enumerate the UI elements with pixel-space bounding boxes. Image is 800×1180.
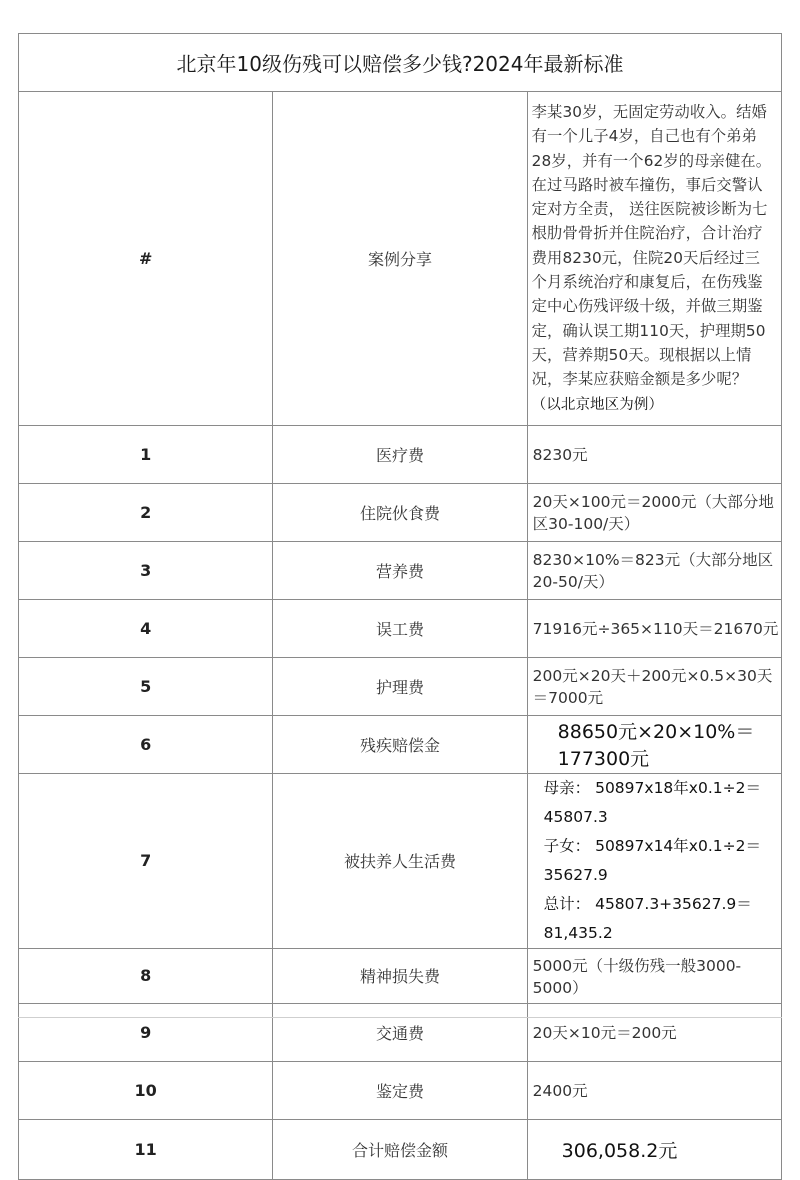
detail-line-child: 子女： 50897x14年x0.1÷2＝35627.9 [543,836,761,884]
table-row [19,425,782,483]
row-item: 被扶养人生活费 [273,773,527,948]
case-description [527,92,781,426]
row-detail: 2400元 [527,1061,781,1119]
table-row [19,657,782,715]
case-note: （以北京地区为例） [531,396,664,413]
row-number: 3 [19,541,273,599]
row-item: 医疗费 [273,425,527,483]
table-row-total [19,1119,782,1179]
table-row [19,715,782,773]
table-title: 北京年10级伤残可以赔偿多少钱?2024年最新标准 [19,34,782,92]
row-item: 精神损失费 [273,948,527,1003]
row-number: 11 [19,1119,273,1179]
row-detail: 20天×10元＝200元 [527,1003,781,1061]
table-row [19,948,782,1003]
row-detail: 5000元（十级伤残一般3000-5000） [527,948,781,1003]
row-number: 5 [19,657,273,715]
table-row [19,599,782,657]
table-row [19,1061,782,1119]
row-detail: 88650元×20×10%＝177300元 [527,715,781,773]
row-item: 交通费 [273,1003,527,1061]
row-item: 残疾赔偿金 [273,715,527,773]
row-detail: 200元×20天＋200元×0.5×30天＝7000元 [527,657,781,715]
detail-line-total: 总计： 45807.3+35627.9＝81,435.2 [543,894,752,942]
row-number: 9 [19,1003,273,1061]
row-item: 鉴定费 [273,1061,527,1119]
table-row [19,483,782,541]
row-detail: 71916元÷365×110天＝21670元 [527,599,781,657]
row-number: 2 [19,483,273,541]
row-number: 4 [19,599,273,657]
table-row-case [19,92,782,426]
row-item: 误工费 [273,599,527,657]
row-detail: 8230×10%＝823元（大部分地区20-50/天） [527,541,781,599]
row-detail: 20天×100元＝2000元（大部分地区30-100/天） [527,483,781,541]
header-case-label: 案例分享 [273,92,527,426]
total-amount: 306,058.2元 [527,1119,781,1179]
row-number: 8 [19,948,273,1003]
row-detail-multi [527,773,781,948]
row-item: 住院伙食费 [273,483,527,541]
compensation-table [18,33,782,1180]
row-detail: 8230元 [527,425,781,483]
row-number: 1 [19,425,273,483]
bottom-divider [18,1017,782,1018]
compensation-table-wrapper [18,33,782,1180]
row-item: 合计赔偿金额 [273,1119,527,1179]
row-item: 营养费 [273,541,527,599]
table-row [19,773,782,948]
case-text: 李某30岁，无固定劳动收入。结婚有一个儿子4岁，自己也有个弟弟28岁，并有一个62岁的母亲健在。在过马路时被车撞伤，事后交警认定对方全责， 送往医院被诊断为七根肋骨骨折并住院治疗，合计治疗费用8230元，住院20天后经过三个月系统治疗和康复后，在伤残鉴定中心伤残评级十级，并做三期鉴定，确认误工期110天，护理期50天，营养期50天。现根据以上情况，李某应获赔金额是多少呢？ [531,103,772,389]
row-number: 10 [19,1061,273,1119]
header-num: # [19,92,273,426]
row-number: 6 [19,715,273,773]
table-row [19,541,782,599]
row-number: 7 [19,773,273,948]
table-row [19,1003,782,1061]
row-item: 护理费 [273,657,527,715]
detail-line-mother: 母亲： 50897x18年x0.1÷2＝45807.3 [543,778,761,826]
